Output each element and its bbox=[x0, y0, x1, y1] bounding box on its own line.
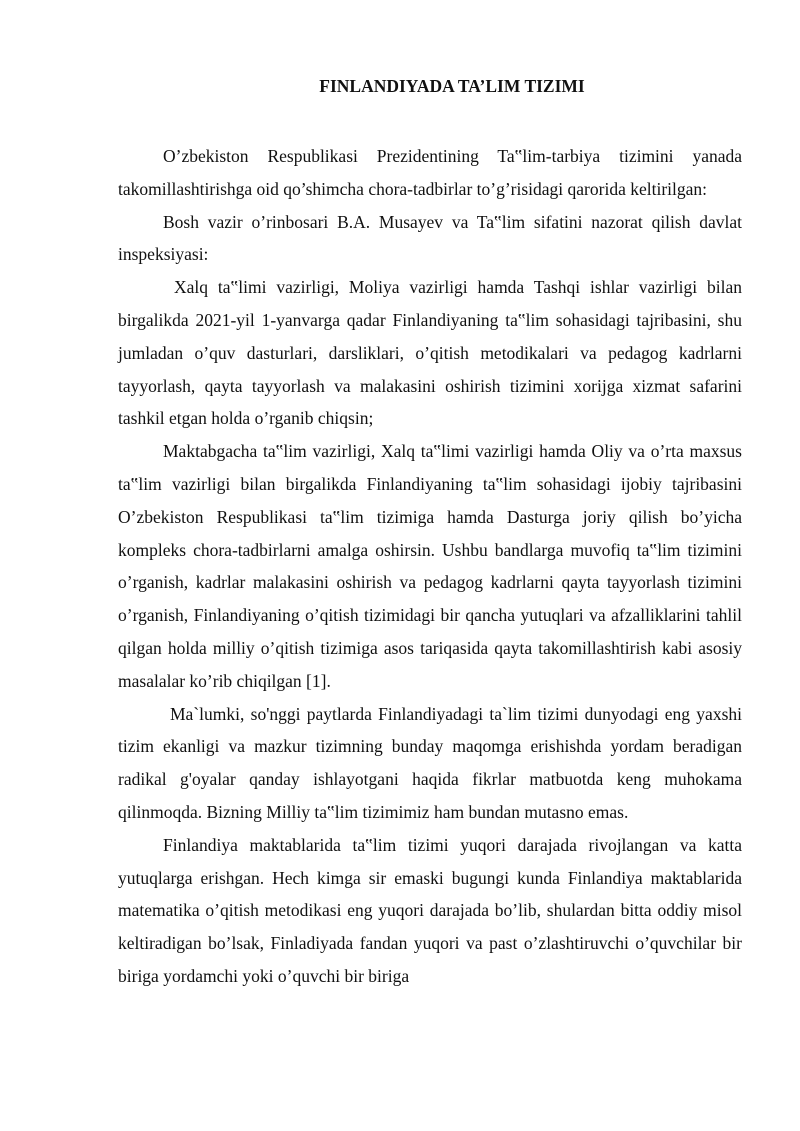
paragraph-5: Ma`lumki, so'nggi paytlarda Finlandiyadagi ta`lim tizimi dunyodagi eng yaxshi tizim ekanligi va mazkur tizimning bunday maqomga erishishda yordam beradigan radikal g'oyalar qanday ishlayotgani haqida fikrlar matbuotda keng muhokama qilinmoqda. Bizning Milliy ta‟lim tizimimiz ham bundan mutasno emas. bbox=[118, 703, 742, 822]
document-page bbox=[118, 72, 742, 993]
document-title: FINLANDIYADA TA’LIM TIZIMI bbox=[319, 76, 585, 96]
paragraph-2: Bosh vazir o’rinbosari B.A. Musayev va Ta‟lim sifatini nazorat qilish davlat inspeksiyasi: bbox=[118, 211, 742, 265]
paragraph-1: O’zbekiston Respublikasi Prezidentining Ta‟lim-tarbiya tizimini yanada takomillashtirishga oid qo’shimcha chora-tadbirlar to’g’risidagi qarorida keltirilgan: bbox=[118, 146, 742, 199]
paragraph-4: Maktabgacha ta‟lim vazirligi, Xalq ta‟limi vazirligi hamda Oliy va o’rta maxsus ta‟lim vazirligi bilan birgalikda Finlandiyaning ta‟lim sohasidagi ijobiy tajribasini O’zbekiston Respublikasi ta‟lim tizimiga hamda Dasturga joriy qilish bo’yicha kompleks chora-tadbirlarni amalga oshirsin. Ushbu bandlarga muvofiq ta‟lim tizimini o’rganish, kadrlar malakasini oshirish va pedagog kadrlarni qayta tayyorlash tizimini o’rganish, Finlandiyaning o’qitish tizimidagi bir qancha yutuqlari va afzalliklarini tahlil qilgan holda milliy o’qitish tizimiga asos tariqasida qayta takomillashtirish kabi asosiy masalalar ko’rib chiqilgan [1]. bbox=[118, 441, 742, 691]
paragraph-3: Xalq ta‟limi vazirligi, Moliya vazirligi hamda Tashqi ishlar vazirligi bilan birgalikda 2021-yil 1-yanvarga qadar Finlandiyaning ta‟lim sohasidagi tajribasini, shu jumladan o’quv dasturlari, darsliklari, o’qitish metodikalari va pedagog kadrlarni tayyorlash, qayta tayyorlash va malakasini oshirish tizimini xorijga xizmat safarini tashkil etgan holda o’rganib chiqsin; bbox=[118, 277, 742, 429]
paragraph-6: Finlandiya maktablarida ta‟lim tizimi yuqori darajada rivojlangan va katta yutuqlarga erishgan. Hech kimga sir emaski bugungi kunda Finlandiya maktablarida matematika o’qitish metodikasi eng yuqori darajada bo’lib, shulardan bitta oddiy misol keltiradigan bo’lsak, Finladiyada fandan yuqori va past o’zlashtiruvchi o’quvchilar bir biriga yordamchi yoki o’quvchi bir biriga bbox=[118, 834, 742, 986]
